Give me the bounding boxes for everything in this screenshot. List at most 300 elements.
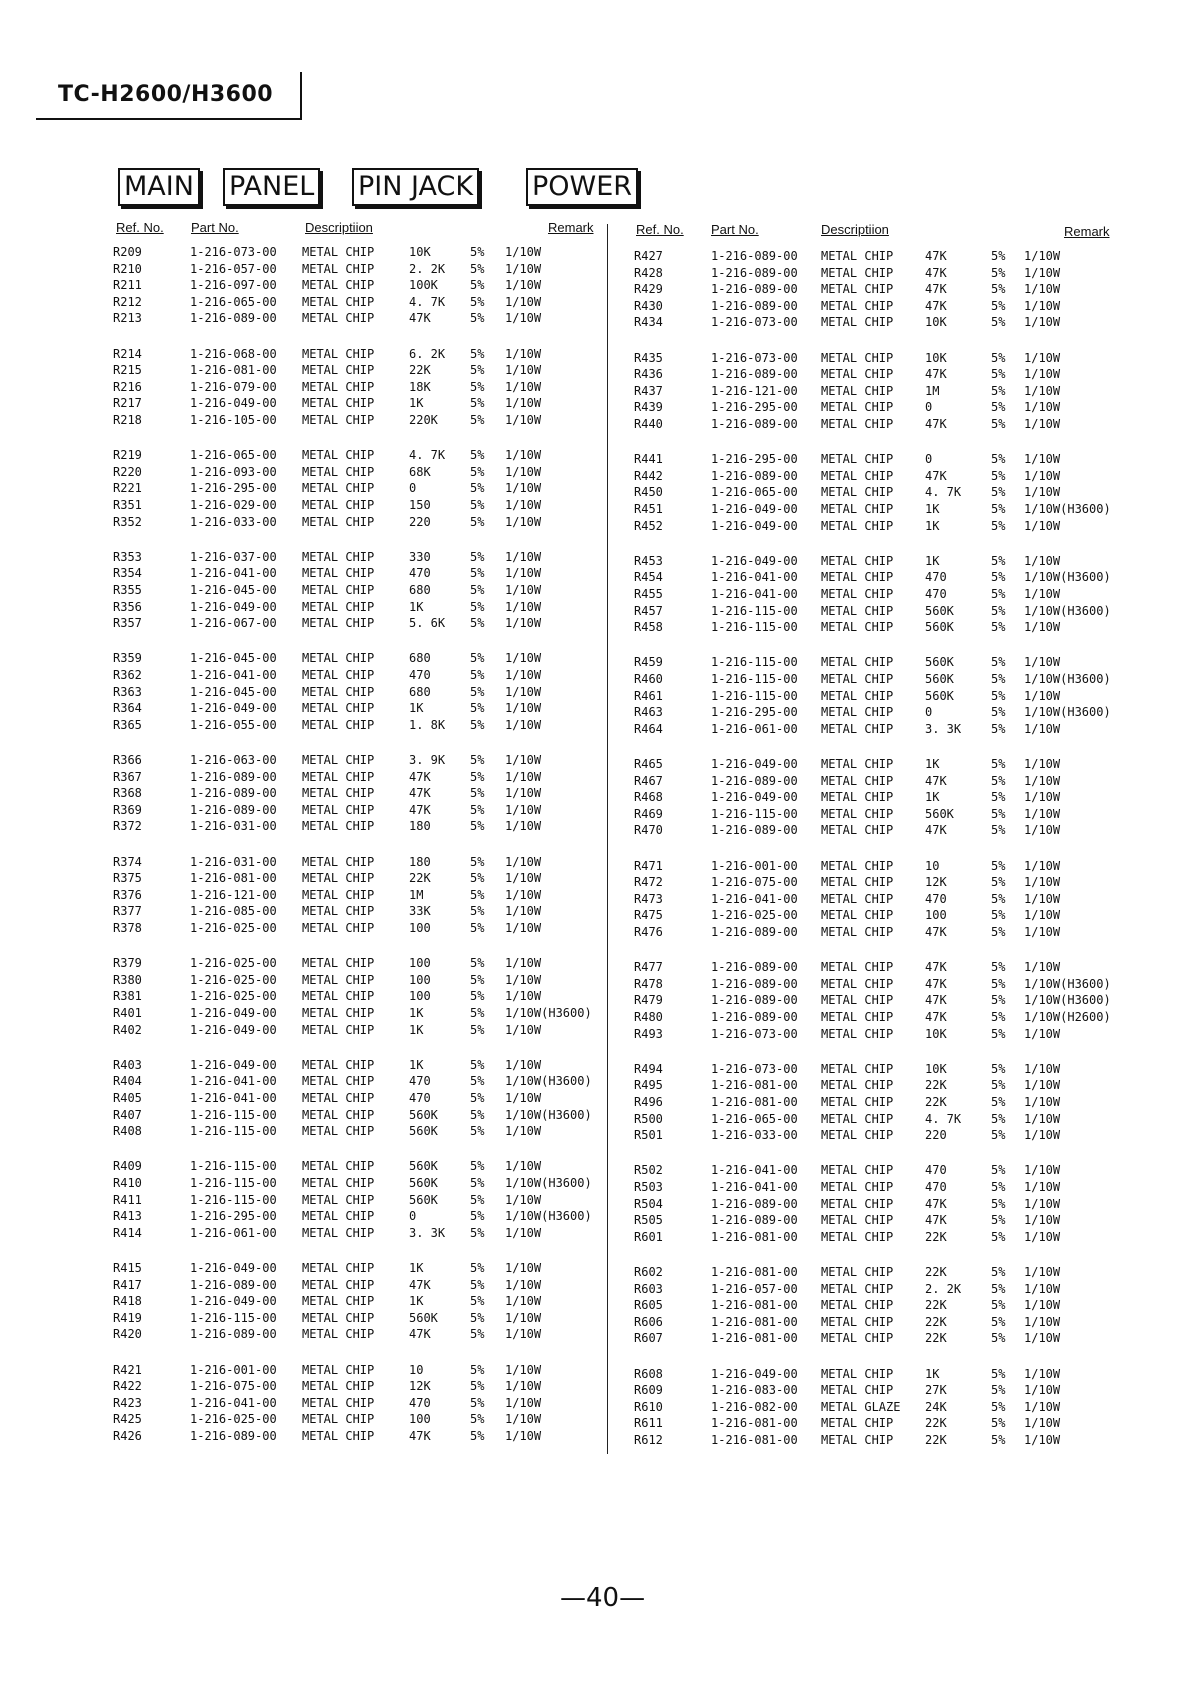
part-no-header: Part No. <box>191 220 239 235</box>
tolerance-cell: 5% <box>470 566 485 581</box>
description-header: Descriptiion <box>821 222 889 237</box>
part-no-cell: 1-216-295-00 <box>190 481 277 496</box>
description-cell: METAL CHIP <box>302 549 375 564</box>
rating-cell: 1/10W <box>505 1225 542 1240</box>
model-rule-vertical <box>300 72 302 120</box>
description-cell: METAL CHIP <box>821 502 894 516</box>
ref-no-cell: R471 <box>634 858 663 873</box>
ref-no-cell: R212 <box>113 294 142 309</box>
part-no-cell: 1-216-045-00 <box>190 583 277 597</box>
description-cell: METAL CHIP <box>821 298 894 313</box>
tolerance-cell: 5% <box>470 1006 485 1020</box>
part-no-cell: 1-216-025-00 <box>190 972 277 987</box>
description-cell: METAL CHIP <box>302 1159 375 1174</box>
ref-no-cell: R366 <box>113 753 142 767</box>
value-cell: 47K <box>409 311 431 326</box>
description-cell: METAL CHIP <box>302 261 375 276</box>
description-cell: METAL CHIP <box>302 717 375 732</box>
tolerance-cell: 5% <box>991 570 1006 585</box>
rating-cell: 1/10W <box>505 1277 542 1292</box>
part-no-cell: 1-216-089-00 <box>711 249 798 263</box>
value-cell: 12K <box>409 1379 431 1394</box>
tolerance-cell: 5% <box>470 1209 485 1224</box>
description-cell: METAL CHIP <box>821 1128 894 1143</box>
value-cell: 0 <box>409 1209 417 1224</box>
rating-cell: 1/10W <box>505 871 542 886</box>
value-cell: 1M <box>409 887 424 902</box>
ref-no-cell: R359 <box>113 651 142 666</box>
description-cell: METAL CHIP <box>821 1281 894 1296</box>
rating-cell: 1/10W(H3600) <box>1024 570 1111 585</box>
value-cell: 560K <box>409 1192 438 1207</box>
value-cell: 560K <box>409 1176 438 1190</box>
ref-no-cell: R357 <box>113 616 142 631</box>
value-cell: 0 <box>409 481 417 496</box>
ref-no-cell: R415 <box>113 1261 142 1275</box>
tolerance-cell: 5% <box>991 485 1006 500</box>
rating-cell: 1/10W(H3600) <box>1024 993 1111 1008</box>
rating-cell: 1/10W <box>505 753 542 767</box>
rating-cell: 1/10W <box>505 684 542 699</box>
rating-cell: 1/10W <box>505 1395 542 1410</box>
ref-no-cell: R470 <box>634 823 663 838</box>
part-no-cell: 1-216-041-00 <box>190 1091 277 1105</box>
rating-cell: 1/10W <box>505 887 542 902</box>
value-cell: 24K <box>925 1399 947 1414</box>
ref-no-cell: R500 <box>634 1111 663 1126</box>
rating-cell: 1/10W <box>1024 587 1061 601</box>
description-cell: METAL CHIP <box>302 802 375 817</box>
description-cell: METAL CHIP <box>302 616 375 631</box>
value-cell: 1K <box>409 599 424 614</box>
tab-pin-jack: PIN JACK <box>352 168 479 206</box>
description-cell: METAL CHIP <box>821 553 894 568</box>
description-cell: METAL CHIP <box>302 498 375 512</box>
ref-no-cell: R422 <box>113 1379 142 1394</box>
value-cell: 100 <box>409 921 431 935</box>
part-no-cell: 1-216-025-00 <box>190 956 277 971</box>
description-cell: METAL CHIP <box>302 278 375 293</box>
part-no-cell: 1-216-089-00 <box>190 1277 277 1292</box>
ref-no-cell: R602 <box>634 1265 663 1279</box>
rating-cell: 1/10W(H3600) <box>505 1176 592 1190</box>
value-cell: 220 <box>925 1128 947 1143</box>
value-cell: 560K <box>925 603 954 618</box>
ref-no-cell: R414 <box>113 1225 142 1240</box>
ref-no-cell: R458 <box>634 620 663 635</box>
ref-no-cell: R215 <box>113 363 142 378</box>
part-no-cell: 1-216-081-00 <box>711 1416 798 1431</box>
tolerance-cell: 5% <box>991 875 1006 890</box>
value-cell: 1K <box>409 1294 424 1309</box>
tolerance-cell: 5% <box>991 823 1006 838</box>
value-cell: 1K <box>409 1261 424 1275</box>
rating-cell: 1/10W <box>1024 790 1061 805</box>
description-cell: METAL CHIP <box>821 705 894 720</box>
description-cell: METAL CHIP <box>821 315 894 330</box>
tolerance-cell: 5% <box>470 599 485 614</box>
description-cell: METAL GLAZE <box>821 1399 901 1414</box>
part-no-cell: 1-216-081-00 <box>711 1229 798 1244</box>
value-cell: 560K <box>925 688 954 703</box>
rating-cell: 1/10W <box>505 819 542 834</box>
tolerance-cell: 5% <box>991 1383 1006 1398</box>
tolerance-cell: 5% <box>470 311 485 326</box>
tolerance-cell: 5% <box>991 603 1006 618</box>
ref-no-cell: R460 <box>634 672 663 686</box>
part-no-cell: 1-216-041-00 <box>190 1395 277 1410</box>
ref-no-cell: R365 <box>113 717 142 732</box>
part-no-cell: 1-216-061-00 <box>190 1225 277 1240</box>
rating-cell: 1/10W <box>505 311 542 326</box>
rating-cell: 1/10W <box>1024 265 1061 280</box>
ref-no-cell: R211 <box>113 278 142 293</box>
tolerance-cell: 5% <box>470 278 485 293</box>
rating-cell: 1/10W <box>1024 960 1061 975</box>
description-cell: METAL CHIP <box>821 468 894 483</box>
tolerance-cell: 5% <box>991 587 1006 601</box>
rating-cell: 1/10W <box>1024 1196 1061 1211</box>
rating-cell: 1/10W <box>1024 688 1061 703</box>
description-cell: METAL CHIP <box>821 587 894 601</box>
value-cell: 22K <box>925 1095 947 1109</box>
tolerance-cell: 5% <box>470 651 485 666</box>
ref-no-cell: R364 <box>113 701 142 716</box>
rating-cell: 1/10W <box>1024 1095 1061 1109</box>
ref-no-cell: R219 <box>113 448 142 463</box>
part-no-cell: 1-216-089-00 <box>190 802 277 817</box>
description-cell: METAL CHIP <box>821 1111 894 1126</box>
tolerance-cell: 5% <box>470 1074 485 1089</box>
value-cell: 10K <box>925 1061 947 1076</box>
ref-no-cell: R355 <box>113 583 142 597</box>
ref-no-cell: R402 <box>113 1022 142 1037</box>
description-cell: METAL CHIP <box>302 904 375 919</box>
tolerance-cell: 5% <box>470 1124 485 1139</box>
ref-no-cell: R454 <box>634 570 663 585</box>
tolerance-cell: 5% <box>991 1196 1006 1211</box>
value-cell: 2. 2K <box>925 1281 962 1296</box>
value-cell: 470 <box>925 1163 947 1178</box>
description-cell: METAL CHIP <box>821 1265 894 1279</box>
ref-no-cell: R496 <box>634 1095 663 1109</box>
rating-cell: 1/10W <box>505 549 542 564</box>
value-cell: 2. 2K <box>409 261 446 276</box>
ref-no-cell: R451 <box>634 502 663 516</box>
description-cell: METAL CHIP <box>821 688 894 703</box>
part-no-cell: 1-216-115-00 <box>711 603 798 618</box>
part-no-cell: 1-216-033-00 <box>711 1128 798 1143</box>
description-cell: METAL CHIP <box>821 1026 894 1041</box>
tolerance-cell: 5% <box>470 887 485 902</box>
rating-cell: 1/10W <box>1024 1383 1061 1398</box>
value-cell: 3. 9K <box>409 753 446 767</box>
tolerance-cell: 5% <box>991 655 1006 670</box>
tolerance-cell: 5% <box>470 294 485 309</box>
part-no-cell: 1-216-089-00 <box>711 773 798 788</box>
tolerance-cell: 5% <box>991 1163 1006 1178</box>
rating-cell: 1/10W <box>505 616 542 631</box>
part-no-cell: 1-216-115-00 <box>190 1310 277 1325</box>
description-cell: METAL CHIP <box>302 1277 375 1292</box>
ref-no-cell: R493 <box>634 1026 663 1041</box>
part-no-cell: 1-216-089-00 <box>190 769 277 784</box>
rating-cell: 1/10W <box>1024 298 1061 313</box>
tolerance-cell: 5% <box>991 1111 1006 1126</box>
description-cell: METAL CHIP <box>821 891 894 906</box>
rating-cell: 1/10W <box>1024 1213 1061 1228</box>
part-no-cell: 1-216-089-00 <box>190 311 277 326</box>
part-no-cell: 1-216-025-00 <box>190 1412 277 1427</box>
value-cell: 10K <box>925 1026 947 1041</box>
description-cell: METAL CHIP <box>821 1180 894 1194</box>
description-cell: METAL CHIP <box>821 1298 894 1313</box>
description-cell: METAL CHIP <box>821 1095 894 1109</box>
ref-no-cell: R503 <box>634 1180 663 1194</box>
description-cell: METAL CHIP <box>302 1209 375 1224</box>
tolerance-cell: 5% <box>991 705 1006 720</box>
rating-cell: 1/10W <box>505 1310 542 1325</box>
tolerance-cell: 5% <box>991 960 1006 975</box>
description-cell: METAL CHIP <box>302 668 375 682</box>
part-no-header: Part No. <box>711 222 759 237</box>
description-cell: METAL CHIP <box>821 1078 894 1093</box>
value-cell: 470 <box>409 1395 431 1410</box>
part-no-cell: 1-216-081-00 <box>711 1331 798 1346</box>
ref-no-cell: R417 <box>113 1277 142 1292</box>
part-no-cell: 1-216-049-00 <box>190 1057 277 1072</box>
value-cell: 4. 7K <box>925 1111 962 1126</box>
tolerance-cell: 5% <box>470 396 485 411</box>
description-cell: METAL CHIP <box>821 925 894 939</box>
part-no-cell: 1-216-001-00 <box>190 1362 277 1377</box>
tolerance-cell: 5% <box>991 400 1006 415</box>
model-title: TC-H2600/H3600 <box>58 82 274 107</box>
part-no-cell: 1-216-115-00 <box>711 672 798 686</box>
ref-no-cell: R423 <box>113 1395 142 1410</box>
description-cell: METAL CHIP <box>821 655 894 670</box>
value-cell: 22K <box>925 1298 947 1313</box>
ref-no-cell: R352 <box>113 514 142 529</box>
part-no-cell: 1-216-081-00 <box>711 1314 798 1329</box>
description-cell: METAL CHIP <box>302 1310 375 1325</box>
value-cell: 560K <box>925 672 954 686</box>
tolerance-cell: 5% <box>991 553 1006 568</box>
ref-no-cell: R606 <box>634 1314 663 1329</box>
rating-cell: 1/10W <box>505 346 542 361</box>
rating-cell: 1/10W <box>1024 468 1061 483</box>
ref-no-cell: R612 <box>634 1433 663 1447</box>
ref-no-cell: R463 <box>634 705 663 720</box>
description-cell: METAL CHIP <box>821 1229 894 1244</box>
value-cell: 470 <box>925 891 947 906</box>
tolerance-cell: 5% <box>991 1026 1006 1041</box>
rating-cell: 1/10W <box>505 921 542 935</box>
description-cell: METAL CHIP <box>821 806 894 821</box>
ref-no-cell: R351 <box>113 498 142 512</box>
ref-no-cell: R401 <box>113 1006 142 1020</box>
rating-cell: 1/10W <box>1024 249 1061 263</box>
description-cell: METAL CHIP <box>302 1057 375 1072</box>
ref-no-cell: R209 <box>113 245 142 259</box>
description-cell: METAL CHIP <box>302 972 375 987</box>
value-cell: 47K <box>925 265 947 280</box>
tab-main: MAIN <box>118 168 200 206</box>
ref-no-cell: R442 <box>634 468 663 483</box>
description-cell: METAL CHIP <box>302 396 375 411</box>
ref-no-cell: R473 <box>634 891 663 906</box>
ref-no-cell: R439 <box>634 400 663 415</box>
rating-cell: 1/10W <box>1024 875 1061 890</box>
tolerance-cell: 5% <box>470 448 485 463</box>
description-cell: METAL CHIP <box>302 464 375 479</box>
part-no-cell: 1-216-057-00 <box>711 1281 798 1296</box>
description-cell: METAL CHIP <box>821 282 894 297</box>
rating-cell: 1/10W <box>1024 1433 1061 1447</box>
description-cell: METAL CHIP <box>302 413 375 427</box>
part-no-cell: 1-216-037-00 <box>190 549 277 564</box>
ref-no-cell: R437 <box>634 383 663 398</box>
part-no-cell: 1-216-121-00 <box>711 383 798 398</box>
ref-no-cell: R435 <box>634 350 663 365</box>
value-cell: 560K <box>925 655 954 670</box>
ref-no-cell: R213 <box>113 311 142 326</box>
description-cell: METAL CHIP <box>302 887 375 902</box>
value-cell: 1K <box>409 1057 424 1072</box>
part-no-cell: 1-216-089-00 <box>711 993 798 1008</box>
tolerance-cell: 5% <box>470 1107 485 1122</box>
part-no-cell: 1-216-049-00 <box>711 553 798 568</box>
ref-no-cell: R374 <box>113 854 142 869</box>
tolerance-cell: 5% <box>991 1061 1006 1076</box>
part-no-cell: 1-216-115-00 <box>711 655 798 670</box>
ref-no-cell: R479 <box>634 993 663 1008</box>
tolerance-cell: 5% <box>470 464 485 479</box>
tolerance-cell: 5% <box>991 976 1006 991</box>
value-cell: 680 <box>409 684 431 699</box>
rating-cell: 1/10W <box>1024 1078 1061 1093</box>
value-cell: 22K <box>925 1331 947 1346</box>
part-no-cell: 1-216-081-00 <box>711 1078 798 1093</box>
part-no-cell: 1-216-049-00 <box>190 396 277 411</box>
ref-no-cell: R461 <box>634 688 663 703</box>
rating-cell: 1/10W <box>505 245 542 259</box>
ref-no-header: Ref. No. <box>116 220 164 235</box>
part-no-cell: 1-216-049-00 <box>190 701 277 716</box>
part-no-cell: 1-216-089-00 <box>190 1429 277 1443</box>
part-no-cell: 1-216-049-00 <box>190 1022 277 1037</box>
part-no-cell: 1-216-115-00 <box>711 620 798 635</box>
rating-cell: 1/10W <box>505 379 542 394</box>
ref-no-cell: R505 <box>634 1213 663 1228</box>
rating-cell: 1/10W <box>505 956 542 971</box>
description-cell: METAL CHIP <box>302 1412 375 1427</box>
rating-cell: 1/10W <box>1024 858 1061 873</box>
value-cell: 100 <box>925 908 947 923</box>
value-cell: 10K <box>925 350 947 365</box>
part-no-cell: 1-216-075-00 <box>190 1379 277 1394</box>
value-cell: 560K <box>925 806 954 821</box>
tolerance-cell: 5% <box>991 721 1006 736</box>
part-no-cell: 1-216-057-00 <box>190 261 277 276</box>
value-cell: 0 <box>925 400 933 415</box>
rating-cell: 1/10W(H3600) <box>505 1006 592 1020</box>
description-cell: METAL CHIP <box>821 367 894 382</box>
rating-cell: 1/10W <box>1024 383 1061 398</box>
description-cell: METAL CHIP <box>821 672 894 686</box>
description-cell: METAL CHIP <box>821 875 894 890</box>
value-cell: 560K <box>409 1107 438 1122</box>
description-cell: METAL CHIP <box>302 363 375 378</box>
value-cell: 1K <box>925 502 940 516</box>
rating-cell: 1/10W <box>1024 452 1061 467</box>
description-cell: METAL CHIP <box>302 1225 375 1240</box>
description-cell: METAL CHIP <box>302 989 375 1004</box>
value-cell: 47K <box>409 1429 431 1443</box>
part-no-cell: 1-216-061-00 <box>711 721 798 736</box>
rating-cell: 1/10W <box>1024 908 1061 923</box>
value-cell: 22K <box>925 1229 947 1244</box>
ref-no-cell: R421 <box>113 1362 142 1377</box>
ref-no-cell: R609 <box>634 1383 663 1398</box>
part-no-cell: 1-216-041-00 <box>711 570 798 585</box>
rating-cell: 1/10W <box>1024 773 1061 788</box>
rating-cell: 1/10W(H3600) <box>505 1074 592 1089</box>
description-cell: METAL CHIP <box>302 921 375 935</box>
rating-cell: 1/10W <box>1024 806 1061 821</box>
description-cell: METAL CHIP <box>302 854 375 869</box>
tolerance-cell: 5% <box>470 498 485 512</box>
part-no-cell: 1-216-115-00 <box>190 1192 277 1207</box>
ref-no-cell: R501 <box>634 1128 663 1143</box>
part-no-cell: 1-216-031-00 <box>190 819 277 834</box>
value-cell: 47K <box>925 976 947 991</box>
description-cell: METAL CHIP <box>821 1196 894 1211</box>
value-cell: 180 <box>409 854 431 869</box>
description-cell: METAL CHIP <box>821 1213 894 1228</box>
value-cell: 18K <box>409 379 431 394</box>
part-no-cell: 1-216-073-00 <box>711 1026 798 1041</box>
tolerance-cell: 5% <box>470 1412 485 1427</box>
part-no-cell: 1-216-089-00 <box>711 960 798 975</box>
rating-cell: 1/10W <box>1024 282 1061 297</box>
description-cell: METAL CHIP <box>821 960 894 975</box>
tab-power: POWER <box>526 168 638 206</box>
tolerance-cell: 5% <box>470 1225 485 1240</box>
ref-no-cell: R376 <box>113 887 142 902</box>
description-cell: METAL CHIP <box>821 858 894 873</box>
part-no-cell: 1-216-073-00 <box>190 245 277 259</box>
part-no-cell: 1-216-089-00 <box>711 282 798 297</box>
part-no-cell: 1-216-041-00 <box>711 891 798 906</box>
part-no-cell: 1-216-073-00 <box>711 350 798 365</box>
tolerance-cell: 5% <box>991 1399 1006 1414</box>
tolerance-cell: 5% <box>470 245 485 259</box>
description-cell: METAL CHIP <box>302 599 375 614</box>
description-cell: METAL CHIP <box>302 651 375 666</box>
part-no-cell: 1-216-068-00 <box>190 346 277 361</box>
ref-no-cell: R610 <box>634 1399 663 1414</box>
description-cell: METAL CHIP <box>821 1163 894 1178</box>
description-cell: METAL CHIP <box>302 1192 375 1207</box>
tolerance-cell: 5% <box>991 1078 1006 1093</box>
value-cell: 33K <box>409 904 431 919</box>
rating-cell: 1/10W <box>505 972 542 987</box>
ref-no-cell: R379 <box>113 956 142 971</box>
tolerance-cell: 5% <box>991 925 1006 939</box>
value-cell: 10K <box>409 245 431 259</box>
ref-no-cell: R410 <box>113 1176 142 1190</box>
